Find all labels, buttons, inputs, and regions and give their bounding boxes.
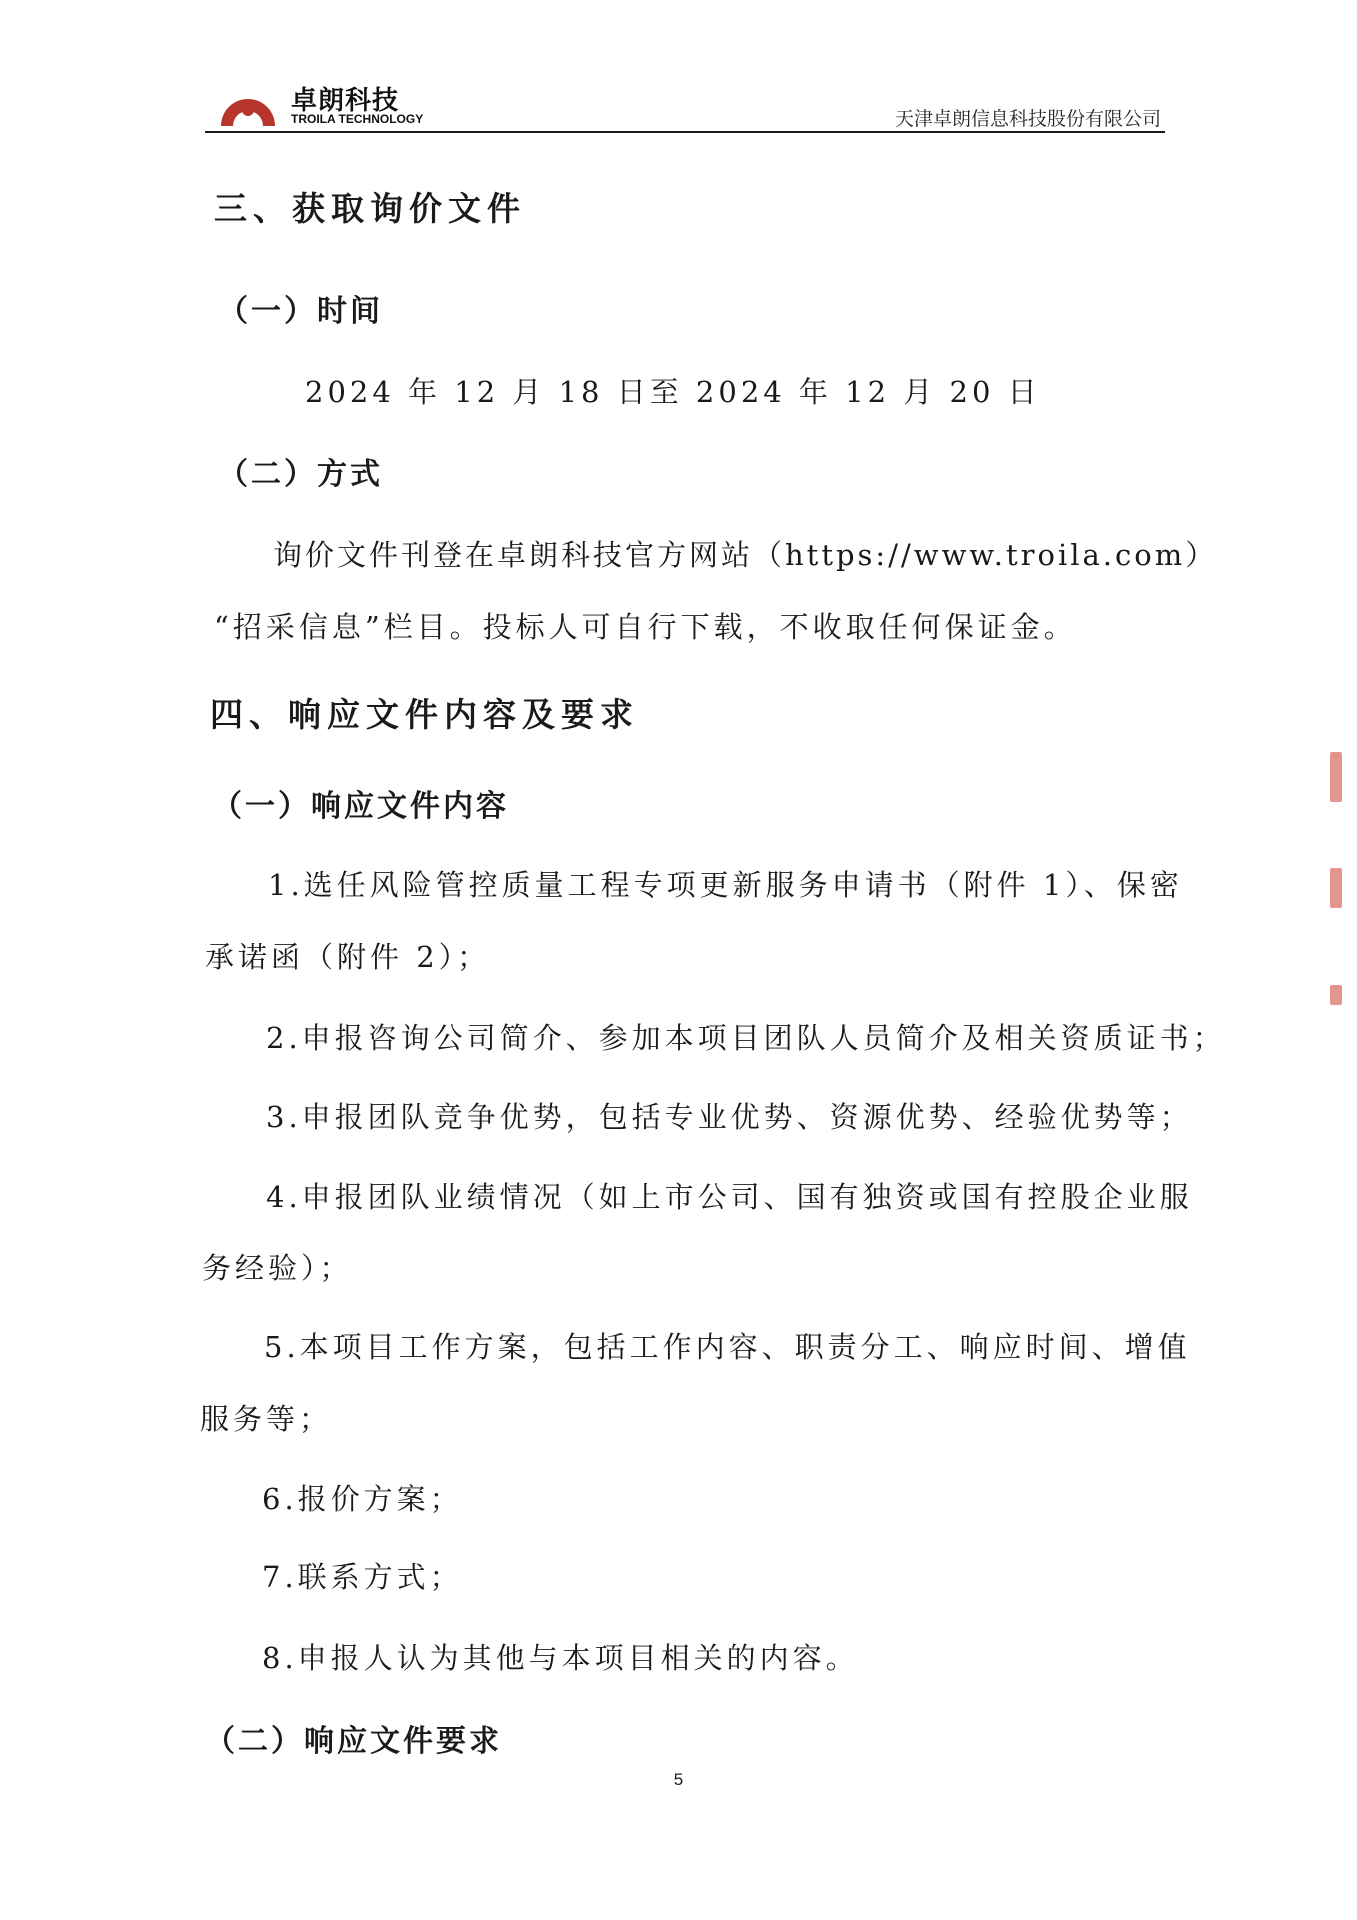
list-item-1-line1: 1.选任风险管控质量工程专项更新服务申请书（附件 1）、保密 <box>268 868 1183 902</box>
section-3-1-date-range: 2024 年 12 月 18 日至 2024 年 12 月 20 日 <box>305 375 1041 409</box>
letterhead <box>205 72 1165 130</box>
list-item-5-line2: 服务等； <box>200 1402 333 1436</box>
header-divider <box>205 131 1165 133</box>
seal-fragment <box>1330 985 1342 1005</box>
list-item-8: 8.申报人认为其他与本项目相关的内容。 <box>262 1641 859 1675</box>
list-item-4-line1: 4.申报团队业绩情况（如上市公司、国有独资或国有控股企业服 <box>266 1180 1193 1214</box>
logo-english-text: TROILA TECHNOLOGY <box>291 112 424 126</box>
section-4-2-title: （二）响应文件要求 <box>205 1724 502 1759</box>
section-4-title: 四、响应文件内容及要求 <box>210 695 639 734</box>
logo-chinese-text: 卓朗科技 <box>291 86 400 116</box>
page-number: 5 <box>673 1770 684 1789</box>
section-3-1-title: （一）时间 <box>218 294 383 329</box>
list-item-1-line2: 承诺函（附件 2）； <box>205 940 491 974</box>
section-3-title: 三、获取询价文件 <box>214 189 526 228</box>
section-3-2-text-line1: 询价文件刊登在卓朗科技官方网站（https://www.troila.com） <box>273 538 1218 572</box>
list-item-6: 6.报价方案； <box>262 1482 463 1516</box>
troila-logo-icon <box>217 76 279 128</box>
list-item-2: 2.申报咨询公司简介、参加本项目团队人员简介及相关资质证书； <box>266 1021 1226 1055</box>
list-item-7: 7.联系方式； <box>262 1560 463 1594</box>
list-item-5-line1: 5.本项目工作方案，包括工作内容、职责分工、响应时间、增值 <box>264 1330 1191 1364</box>
section-3-2-title: （二）方式 <box>218 457 383 492</box>
company-name: 天津卓朗信息科技股份有限公司 <box>894 108 1161 130</box>
section-3-2-text-line2: “招采信息”栏目。投标人可自行下载，不收取任何保证金。 <box>214 610 1077 644</box>
seal-fragment <box>1330 868 1342 908</box>
seal-fragment <box>1330 752 1342 802</box>
list-item-3: 3.申报团队竞争优势，包括专业优势、资源优势、经验优势等； <box>266 1100 1193 1134</box>
section-4-1-title: （一）响应文件内容 <box>212 789 509 824</box>
list-item-4-line2: 务经验）； <box>202 1251 353 1285</box>
